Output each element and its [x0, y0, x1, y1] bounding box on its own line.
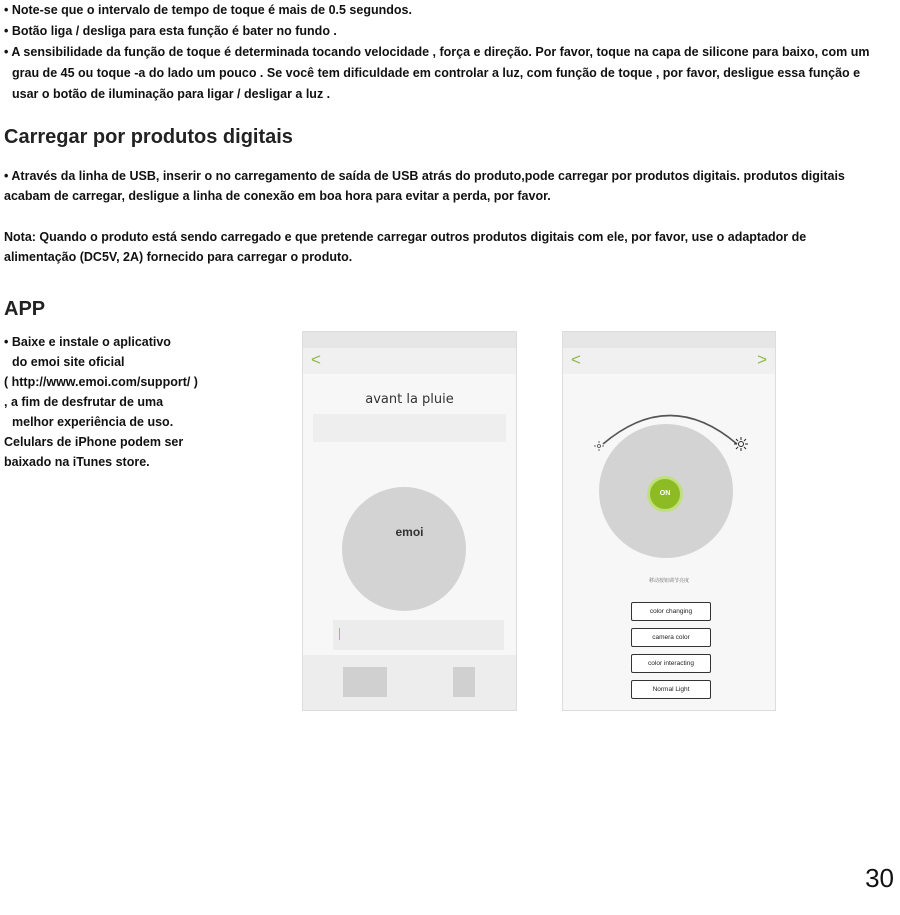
high-brightness-icon	[734, 437, 748, 451]
back-chevron-icon[interactable]: <	[311, 350, 321, 369]
nav-bar	[563, 348, 775, 374]
status-bar	[563, 332, 775, 348]
low-brightness-icon	[594, 441, 604, 451]
nav-bar	[303, 348, 516, 374]
bullet-touch-interval: • Note-se que o intervalo de tempo de toque é mais de 0.5 segundos.	[4, 3, 412, 17]
app-heading: APP	[4, 298, 46, 320]
control-caption: 移动按钮调节亮度	[648, 578, 689, 584]
bullet-onoff-button: • Botão liga / desliga para esta função é bater no fundo .	[4, 24, 337, 38]
charging-note: Nota: Quando o produto está sendo carregado e que pretende carregar outros produtos digitais com ele, por favor, use o adaptador de alimentação (DC5V, 2A) fornecido para carregar o produto.	[4, 230, 807, 264]
color-changing-button[interactable]: color changing	[631, 602, 711, 621]
intro-bullets	[4, 0, 884, 105]
bottom-toolbar	[303, 655, 516, 710]
bullet-sensitivity: • A sensibilidade da função de toque é determinada tocando velocidade , força e direção. Por favor, toque na capa de silicone para baixo, com um grau de 45 ou toque -a do lado um pouco . Se você tem dificuldade em controlar a luz, com função de toque , por favor, desligue essa função e usar o botão de iluminação para ligar / desligar a luz .	[4, 45, 870, 101]
screen-title: avant la pluie	[365, 392, 454, 407]
text-cursor	[339, 628, 340, 640]
app-line: do emoi site oficial	[12, 355, 125, 369]
app-line: baixado na iTunes store.	[4, 455, 150, 469]
emoi-logo: emoi	[395, 525, 424, 539]
status-bar	[303, 332, 516, 348]
app-instructions	[4, 332, 274, 472]
charging-heading: Carregar por produtos digitais	[4, 126, 293, 148]
app-line: Celulars de iPhone podem ser	[4, 435, 184, 449]
phone-screenshot-home	[302, 331, 517, 711]
app-line: melhor experiência de uso.	[12, 415, 174, 429]
blurred-row	[313, 414, 506, 442]
back-chevron-icon[interactable]: <	[571, 350, 581, 369]
app-line-url[interactable]: ( http://www.emoi.com/support/ )	[4, 375, 198, 389]
charging-bullet: • Através da linha de USB, inserir o no carregamento de saída de USB atrás do produto,pode carregar por produtos digitais. produtos digitais acabam de carregar, desligue a linha de conexão em boa hora para evitar a perda, por favor.	[4, 169, 845, 203]
forward-chevron-icon[interactable]: >	[757, 350, 767, 369]
normal-light-button[interactable]: Normal Light	[631, 680, 711, 699]
camera-color-button[interactable]: camera color	[631, 628, 711, 647]
lamp-circle[interactable]	[342, 487, 466, 611]
app-line: • Baixe e instale o aplicativo	[4, 335, 171, 349]
phone-screenshot-control	[562, 331, 776, 711]
toolbar-block[interactable]	[343, 667, 387, 697]
power-on-button[interactable]: ON	[647, 476, 683, 512]
app-line: , a fim de desfrutar de uma	[4, 395, 164, 409]
color-interacting-button[interactable]: color interacting	[631, 654, 711, 673]
blurred-input-bar	[333, 620, 504, 650]
toolbar-block[interactable]	[453, 667, 475, 697]
page-number: 30	[865, 863, 894, 893]
